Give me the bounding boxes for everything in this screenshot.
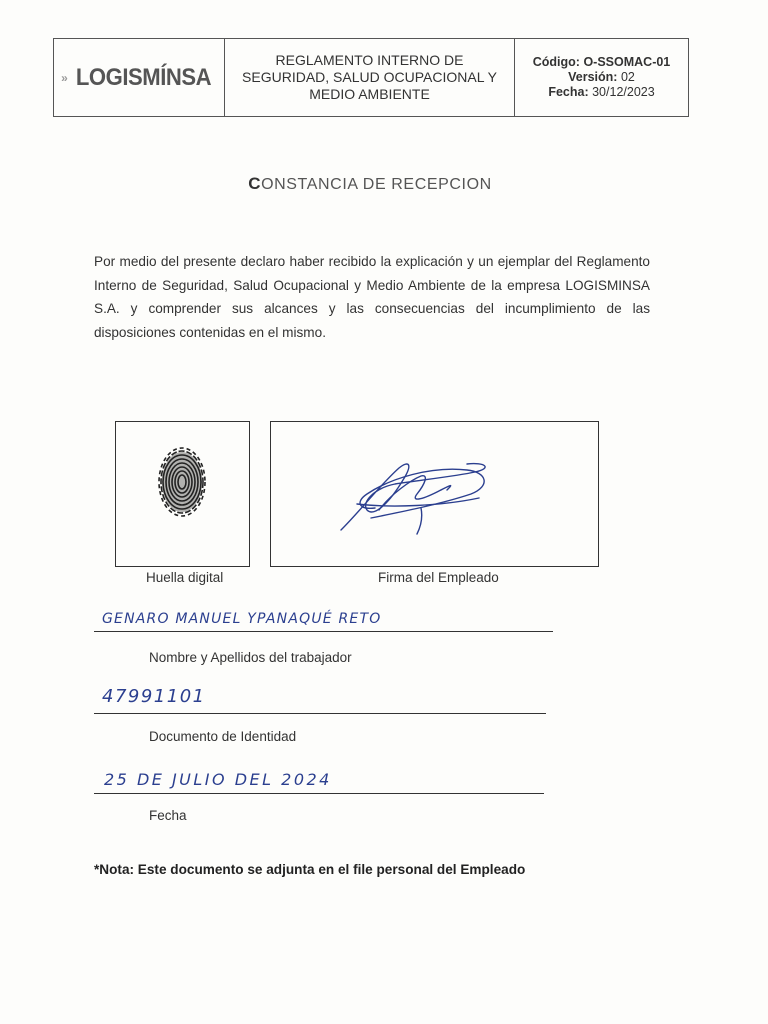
id-label: Documento de Identidad	[149, 729, 297, 744]
logo-text: LOGISMÍNSA	[75, 63, 211, 91]
code-value: O-SSOMAC-01	[583, 55, 671, 69]
signature-caption: Firma del Empleado	[378, 570, 499, 585]
fingerprint-caption: Huella digital	[146, 570, 224, 585]
page-title	[0, 174, 740, 194]
handwritten-date: 25 DE JULIO DEL 2024	[104, 770, 332, 789]
declaration-paragraph: Por medio del presente declaro haber recibido la explicación y un ejemplar del Reglamento Interno de Seguridad, Salud Ocupacional y Medio Ambiente de la empresa LOGISMINSA S.A. y comprender sus alcances y las consecuencias del incumplimiento de las disposiciones contenidas en el mismo.	[94, 254, 650, 340]
signature-box	[270, 421, 599, 567]
document-header	[53, 38, 689, 117]
company-logo	[54, 39, 225, 116]
title-rest: ONSTANCIA DE RECEPCION	[261, 176, 492, 193]
name-label: Nombre y Apellidos del trabajador	[149, 650, 352, 665]
signature-image	[271, 422, 598, 566]
date-line	[94, 793, 544, 794]
handwritten-id: 47991101	[102, 686, 206, 707]
date-label: Fecha:	[548, 85, 589, 99]
fingerprint-icon	[116, 422, 249, 566]
title-first-letter: C	[248, 174, 262, 193]
version-value: 02	[620, 70, 635, 84]
name-line	[94, 631, 553, 632]
date-label: Fecha	[149, 808, 187, 823]
fingerprint-box	[115, 421, 250, 567]
header-meta	[515, 39, 688, 116]
version-label: Versión:	[568, 70, 618, 84]
code-label: Código:	[532, 55, 580, 69]
date-value: 30/12/2023	[592, 85, 655, 99]
footer-note: *Nota: Este documento se adjunta en el file personal del Empleado	[94, 862, 526, 877]
handwritten-name: GENARO MANUEL YPANAQUÉ RETO	[102, 611, 382, 627]
id-line	[94, 713, 546, 714]
logo-mark-icon: »	[61, 70, 68, 85]
code-row	[533, 55, 671, 70]
date-row	[548, 85, 654, 100]
version-row	[568, 70, 635, 85]
header-document-title: REGLAMENTO INTERNO DE SEGURIDAD, SALUD OCUPACIONAL Y MEDIO AMBIENTE	[225, 39, 515, 116]
